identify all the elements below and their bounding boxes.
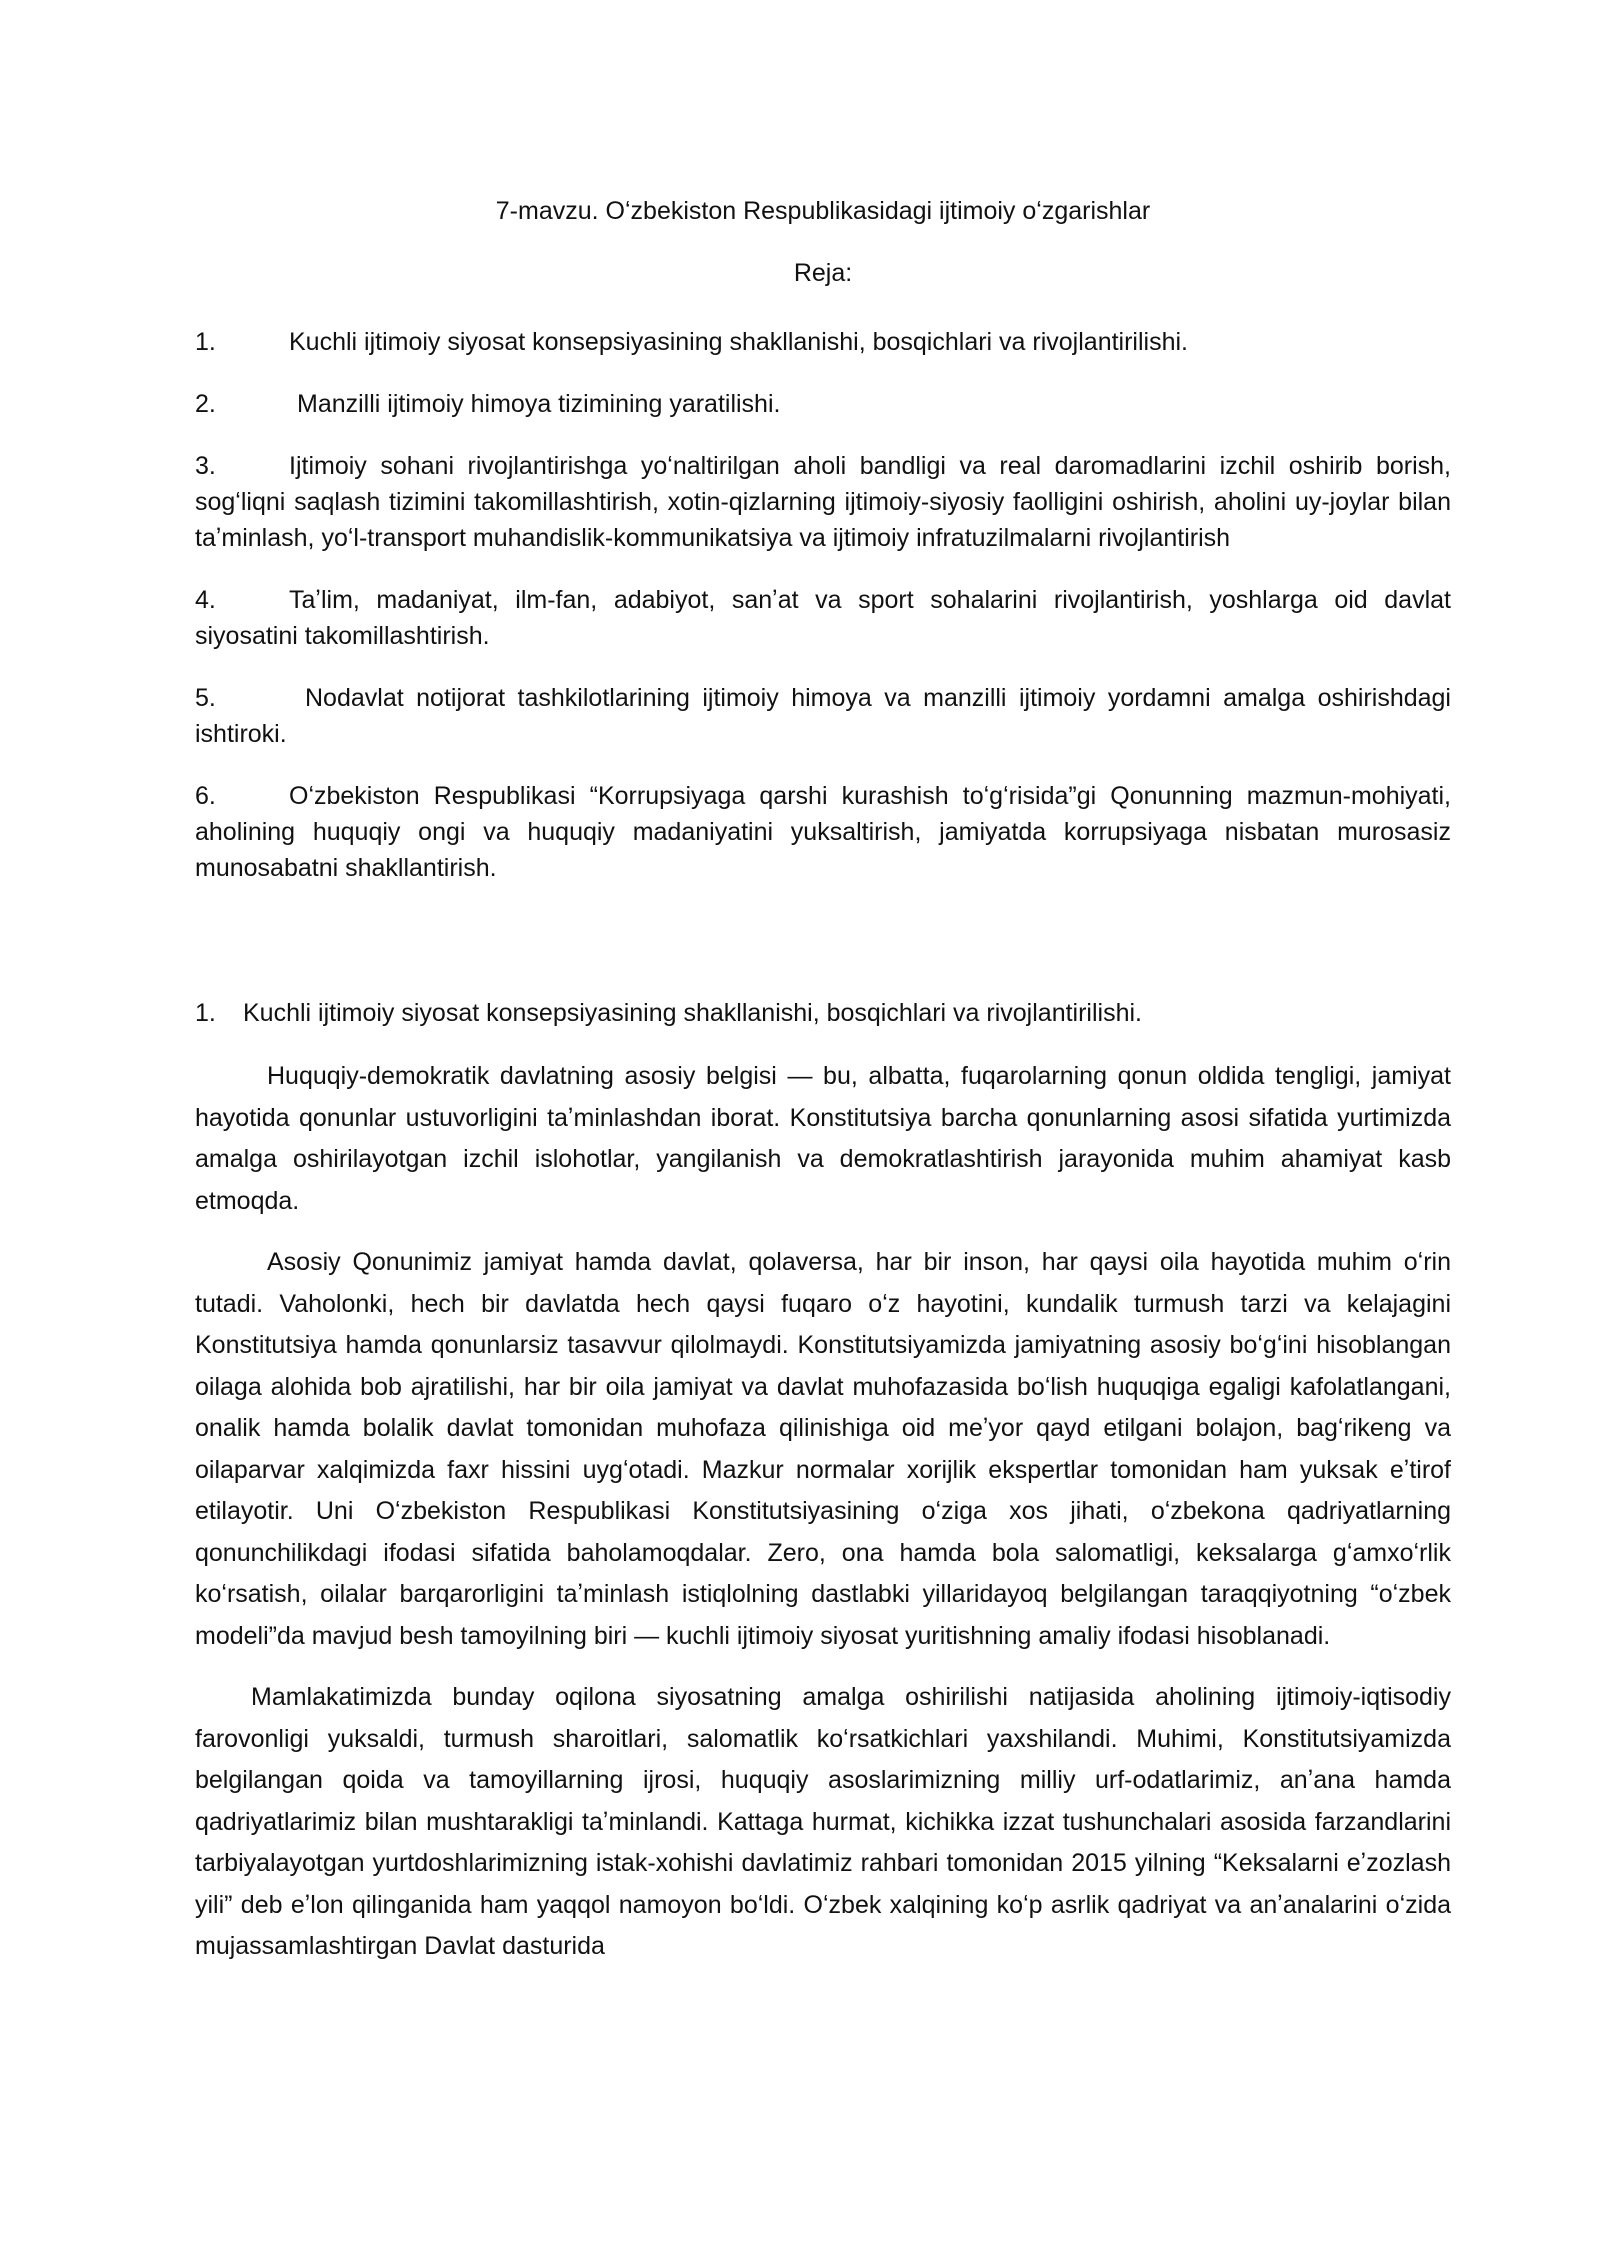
document-page	[195, 190, 1451, 1988]
section-heading	[195, 992, 1451, 1034]
plan-heading: Reja:	[793, 259, 853, 287]
plan-item-2	[195, 386, 1451, 422]
plan-item-number: 2.	[195, 390, 216, 418]
body-paragraph-3: Mamlakatimizda bunday oqilona siyosatning amalga oshirilishi natijasida aholining ijtimoiy-iqtisodiy farovonligi yuksaldi, turmush sharoitlari, salomatlik koʻrsatkichlari yaxshilandi. Muhimi, Konstitutsiyamizda belgilangan qoida va tamoyillarning ijrosi, huquqiy asoslarimizning milliy urf-odatlarimiz, anʼana hamda qadriyatlarimiz bilan mushtarakligi taʼminlandi. Kattaga hurmat, kichikka izzat tushunchalari asosida farzandlarini tarbiyalayotgan yurtdoshlarimizning istak-xohishi davlatimiz rahbari tomonidan 2015 yilning “Keksalarni eʼzozlash yili” deb eʼlon qilinganida ham yaqqol namoyon boʻldi. Oʻzbek xalqining koʻp asrlik qadriyat va anʼanalarini oʻzida mujassamlashtirgan Davlat dasturida	[195, 1683, 1451, 1960]
plan-item-text: Manzilli ijtimoiy himoya tizimining yaratilishi.	[297, 390, 781, 418]
plan-item-text: Nodavlat notijorat tashkilotlarining ijtimoiy himoya va manzilli ijtimoiy yordamni amalga oshirishdagi ishtiroki.	[195, 684, 1451, 748]
plan-item-text: Kuchli ijtimoiy siyosat konsepsiyasining shakllanishi, bosqichlari va rivojlantirilishi.	[289, 328, 1188, 356]
plan-item-5	[195, 680, 1451, 752]
plan-item-text: Taʼlim, madaniyat, ilm-fan, adabiyot, sanʼat va sport sohalarini rivojlantirish, yoshlarga oid davlat siyosatini takomillashtirish.	[195, 586, 1451, 650]
plan-item-text: Ijtimoiy sohani rivojlantirishga yoʻnaltirilgan aholi bandligi va real daromadlarini izchil oshirib borish, sogʻliqni saqlash tizimini takomillashtirish, xotin-qizlarning ijtimoiy-siyosiy faolligini oshirish, aholini uy-joylar bilan taʼminlash, yoʻl-transport muhandislik-kommunikatsiya va ijtimoiy infratuzilmalarni rivojlantirish	[195, 452, 1451, 552]
plan-item-1	[195, 324, 1451, 360]
plan-item-number: 3.	[195, 452, 216, 480]
document-title: 7-mavzu. Oʻzbekiston Respublikasidagi ijtimoiy oʻzgarishlar	[495, 197, 1151, 225]
plan-item-4	[195, 582, 1451, 654]
plan-item-text: Oʻzbekiston Respublikasi “Korrupsiyaga qarshi kurashish toʻgʻrisida”gi Qonunning mazmun-mohiyati, aholining huquqiy ongi va huquqiy madaniyatini yuksaltirish, jamiyatda korrupsiyaga nisbatan murosasiz munosabatni shakllantirish.	[195, 782, 1451, 882]
section-heading-text: Kuchli ijtimoiy siyosat konsepsiyasining shakllanishi, bosqichlari va rivojlantirilishi.	[243, 999, 1142, 1027]
plan-list	[195, 324, 1451, 886]
section-number: 1.	[195, 999, 216, 1027]
plan-item-6	[195, 778, 1451, 886]
plan-item-number: 5.	[195, 684, 216, 712]
plan-item-number: 1.	[195, 328, 216, 356]
plan-item-number: 4.	[195, 586, 216, 614]
plan-item-3	[195, 448, 1451, 556]
body-paragraph-2: Asosiy Qonunimiz jamiyat hamda davlat, qolaversa, har bir inson, har qaysi oila hayotida muhim oʻrin tutadi. Vaholonki, hech bir davlatda hech qaysi fuqaro oʻz hayotini, kundalik turmush tarzi va kelajagini Konstitutsiya hamda qonunlarsiz tasavvur qilolmaydi. Konstitutsiyamizda jamiyatning asosiy boʻgʻini hisoblangan oilaga alohida bob ajratilishi, har bir oila jamiyat va davlat muhofazasida boʻlish huquqiga egaligi kafolatlangani, onalik hamda bolalik davlat tomonidan muhofaza qilinishiga oid meʼyor qayd etilgani bolajon, bagʻrikeng va oilaparvar xalqimizda faxr hissini uygʻotadi. Mazkur normalar xorijlik ekspertlar tomonidan ham yuksak eʼtirof etilayotir. Uni Oʻzbekiston Respublikasi Konstitutsiyasining oʻziga xos jihati, oʻzbekona qadriyatlarning qonunchilikdagi ifodasi sifatida baholamoqdalar. Zero, ona hamda bola salomatligi, keksalarga gʻamxoʻrlik koʻrsatish, oilalar barqarorligini taʼminlash istiqlolning dastlabki yillaridayoq belgilangan taraqqiyotning “oʻzbek modeli”da mavjud besh tamoyilning biri — kuchli ijtimoiy siyosat yuritishning amaliy ifodasi hisoblanadi.	[195, 1248, 1451, 1650]
body-paragraph-1: Huquqiy-demokratik davlatning asosiy belgisi — bu, albatta, fuqarolarning qonun oldida tengligi, jamiyat hayotida qonunlar ustuvorligini taʼminlashdan iborat. Konstitutsiya barcha qonunlarning asosi sifatida yurtimizda amalga oshirilayotgan izchil islohotlar, yangilanish va demokratlashtirish jarayonida muhim ahamiyat kasb etmoqda.	[195, 1062, 1451, 1215]
plan-item-number: 6.	[195, 782, 216, 810]
